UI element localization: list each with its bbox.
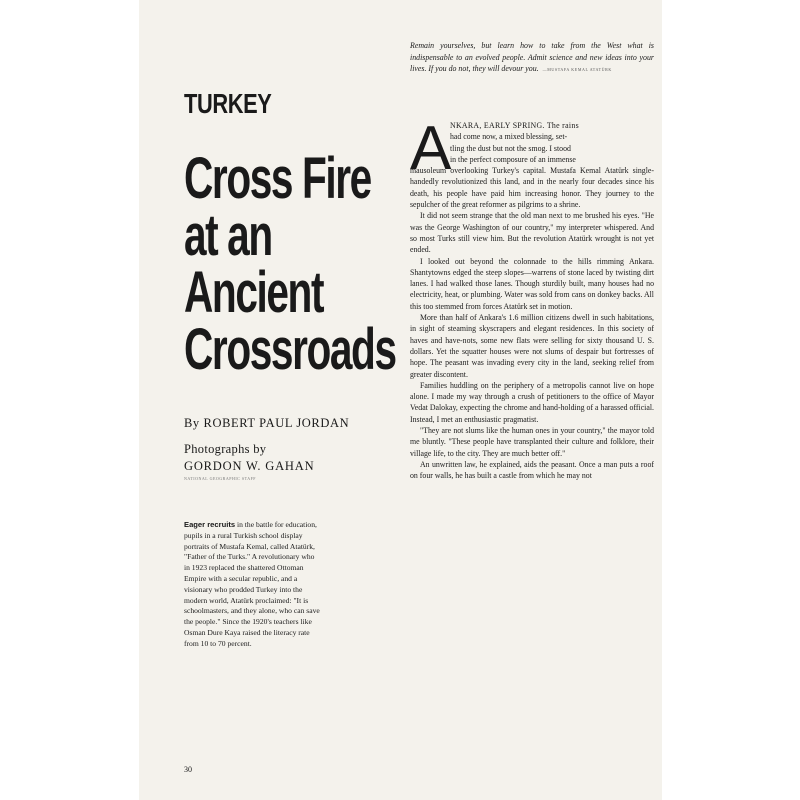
article-paragraph: An unwritten law, he explained, aids the peasant. Once a man puts a roof on four walls, he has built a castle from which he may not xyxy=(410,459,654,481)
headline xyxy=(184,146,396,382)
article-paragraph: More than half of Ankara's 1.6 million citizens dwell in such habitations, in sight of steaming skyscrapers and elegant residences. In this society of haves and have-nots, some new flats were selling for sixty thousand U. S. dollars. Yet the squatter houses were not slums of despair but fortresses of hope. The peasant was invading every city in the land, seeking relief from greater discontent. xyxy=(410,313,654,379)
photo-caption xyxy=(184,520,322,650)
photographer-affiliation: NATIONAL GEOGRAPHIC STAFF xyxy=(184,476,257,481)
caption-lead: Eager recruits xyxy=(184,520,236,529)
photographer-name: GORDON W. GAHAN xyxy=(184,459,315,473)
photo-credit-label: Photographs by xyxy=(184,442,267,456)
article-paragraph: "They are not slums like the human ones in your country," the mayor told me bluntly. "These people have transplanted their culture and folklore, their village life, to the city. They are much better off." xyxy=(410,426,654,458)
byline: By ROBERT PAUL JORDAN xyxy=(184,416,350,430)
article-paragraph: It did not seem strange that the old man next to me brushed his eyes. "He was the George Washington of our country," my interpreter whispered. And so most Turks still view him. But the revolution Atatürk wrought is not yet ended. xyxy=(410,211,654,255)
drop-cap: A xyxy=(410,114,452,183)
epigraph-quote: Remain yourselves, but learn how to take from the West what is indispensable to an evolved people. Admit science and new ideas into your lives. If you do not, they will devour you. xyxy=(410,41,654,73)
magazine-page xyxy=(139,0,662,800)
epigraph xyxy=(410,40,654,76)
article-line: NKARA, EARLY SPRING. The rains xyxy=(450,121,579,130)
article-paragraph xyxy=(410,114,654,210)
section-kicker: TURKEY xyxy=(184,88,272,119)
article-body xyxy=(410,114,654,482)
headline-line: Cross Fire xyxy=(184,146,371,211)
article-paragraph: I looked out beyond the colonnade to the hills rimming Ankara. Shantytowns edged the steep slopes—warrens of stone laced by twisting dirt lanes. I had walked those lanes. Though sturdily built, many houses had no electricity, heat, or plumbing. Water was sold from cans on donkey backs. All this too stemmed from forces Atatürk set in motion. xyxy=(410,256,654,311)
article-text: mausoleum overlooking Turkey's capital. Mustafa Kemal Atatürk single-handedly revolutionized this land, and in the nearly four decades since his death, his people have paid him increasing honor. They journey to the sepulcher of the great reformer as pilgrims to a shrine. xyxy=(410,166,654,210)
article-line: in the perfect composure of an immense xyxy=(450,154,576,164)
epigraph-attribution: —MUSTAFA KEMAL ATATÜRK xyxy=(542,67,612,72)
article-line: had come now, a mixed blessing, set- xyxy=(450,132,568,142)
headline-line: at an xyxy=(184,203,272,268)
headline-line: Crossroads xyxy=(184,317,396,382)
headline-line: Ancient xyxy=(184,260,324,325)
article-line: tling the dust but not the smog. I stood xyxy=(450,143,571,153)
page-number: 30 xyxy=(184,765,192,774)
article-paragraph: Families huddling on the periphery of a metropolis cannot live on hope alone. I made my way through a crush of petitioners to the office of Mayor Vedat Dalokay, expecting the chrome and hand-holding of a harassed official. Instead, I met an enthusiastic pragmatist. xyxy=(410,380,654,424)
caption-text: in the battle for education, pupils in a rural Turkish school display portraits of Mustafa Kemal, called Atatürk, "Father of the Turks." A revolutionary who in 1923 replaced the shattered Ottoman Empire with a secular republic, and a visionary who prodded Turkey into the modern world, Atatürk proclaimed: "It is schoolmasters, and they alone, who can save the people." Since the 1920's teachers like Osman Dure Kaya raised the literacy rate from 10 to 70 percent. xyxy=(184,520,320,648)
